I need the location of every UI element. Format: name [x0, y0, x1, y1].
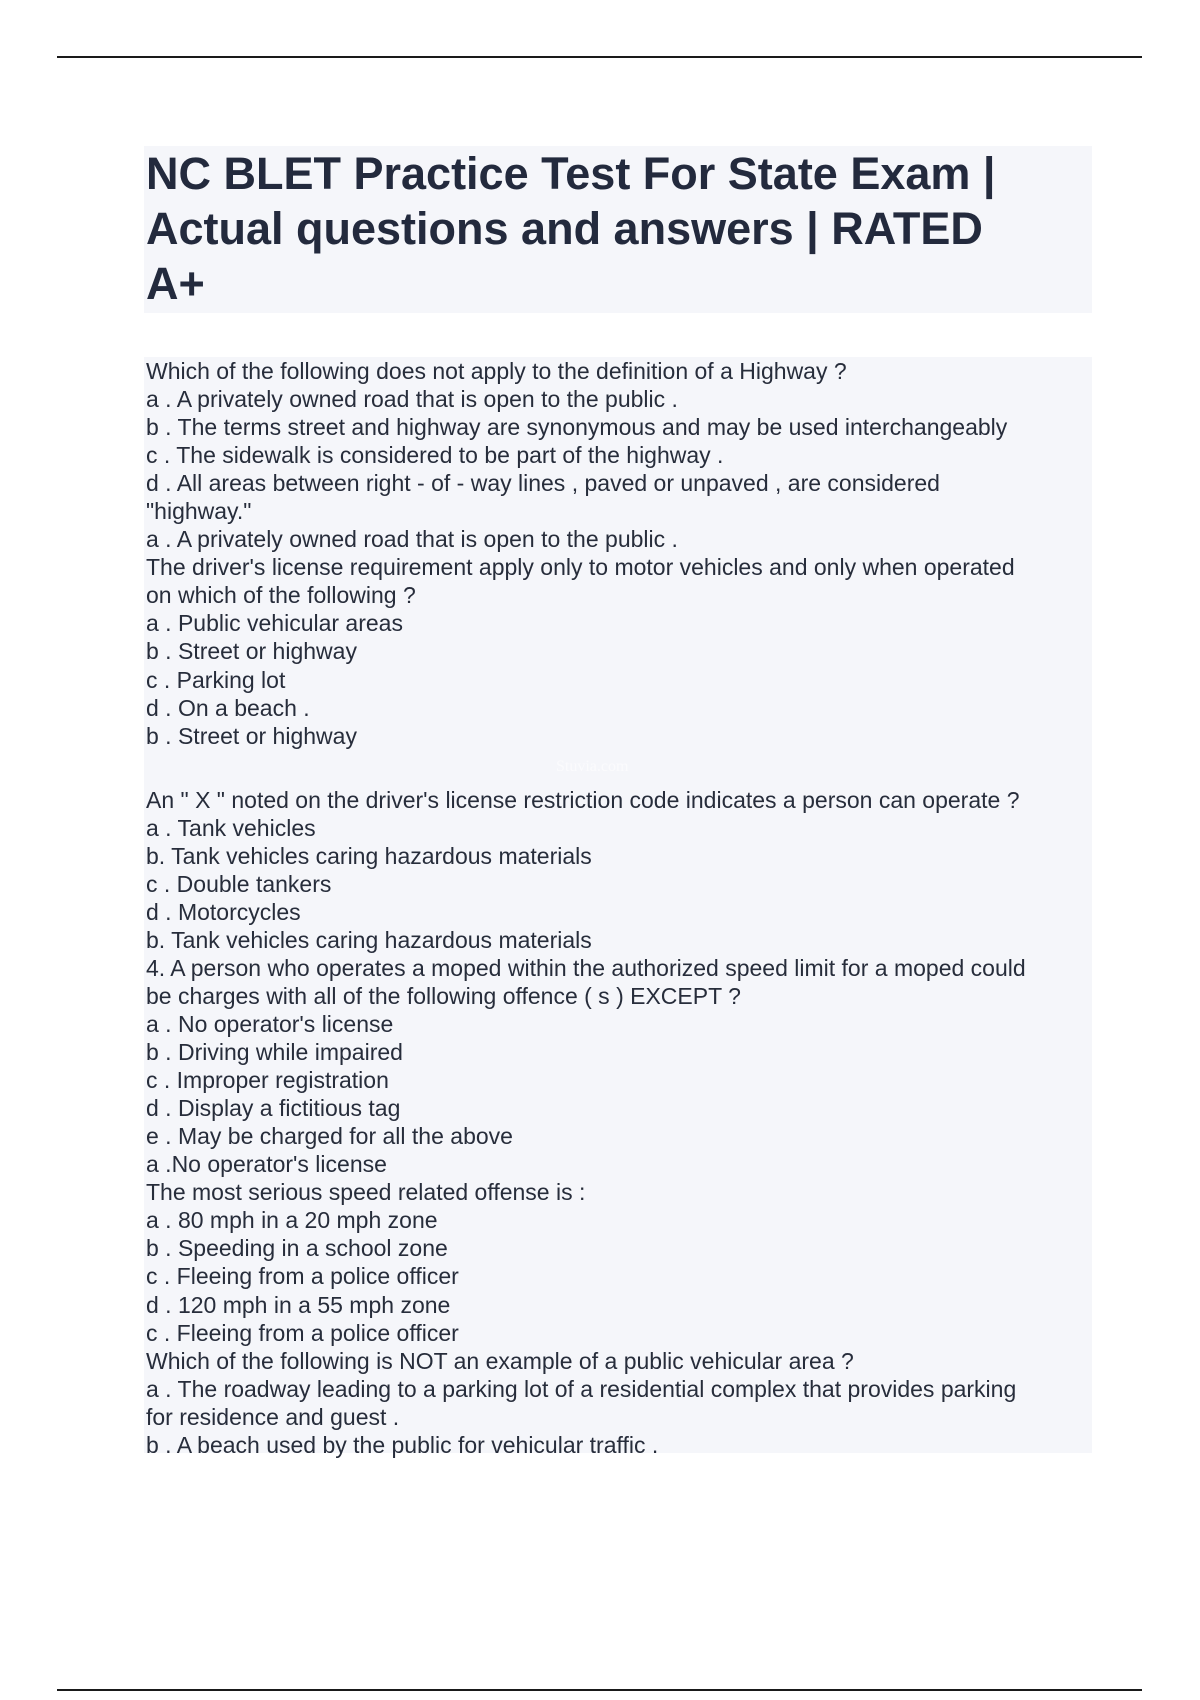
text-line: on which of the following ?	[146, 582, 416, 609]
text-line: a . A privately owned road that is open to the public .	[146, 526, 678, 553]
text-line: d . All areas between right - of - way lines , paved or unpaved , are considered	[146, 470, 940, 497]
text-line: a . 80 mph in a 20 mph zone	[146, 1207, 438, 1234]
title-line: A+	[146, 258, 205, 309]
top-rule	[57, 56, 1142, 58]
text-line: c . Improper registration	[146, 1067, 389, 1094]
text-line: Which of the following is NOT an example of a public vehicular area ?	[146, 1347, 854, 1374]
text-line: c . Parking lot	[146, 666, 286, 693]
text-line: c . Fleeing from a police officer	[146, 1319, 459, 1346]
text-line: b. Tank vehicles caring hazardous materials	[146, 842, 592, 869]
text-line: The driver's license requirement apply only to motor vehicles and only when operated	[146, 554, 1015, 581]
section-1	[146, 357, 1092, 750]
content-block	[144, 357, 1092, 1458]
text-line: d . Display a fictitious tag	[146, 1095, 401, 1122]
text-line: c . The sidewalk is considered to be part of the highway .	[146, 442, 724, 469]
text-line: b . Street or highway	[146, 638, 357, 665]
text-line: The most serious speed related offense is :	[146, 1179, 586, 1206]
text-line: e . May be charged for all the above	[146, 1123, 513, 1150]
text-line: a .No operator's license	[146, 1151, 387, 1178]
watermark: Stuvia.com	[556, 758, 629, 775]
text-line: d . 120 mph in a 55 mph zone	[146, 1291, 451, 1318]
text-line: 4. A person who operates a moped within the authorized speed limit for a moped could	[146, 954, 1026, 981]
text-line: b . Speeding in a school zone	[146, 1235, 448, 1262]
text-line: b . Driving while impaired	[146, 1039, 403, 1066]
text-line: Which of the following does not apply to the definition of a Highway ?	[146, 358, 847, 384]
text-line: a . The roadway leading to a parking lot of a residential complex that provides parking	[146, 1375, 1017, 1402]
text-line: b . The terms street and highway are synonymous and may be used interchangeably	[146, 414, 1008, 441]
text-line: a . Tank vehicles	[146, 814, 316, 841]
text-line: be charges with all of the following offence ( s ) EXCEPT ?	[146, 982, 741, 1009]
text-line: b . A beach used by the public for vehicular traffic .	[146, 1431, 659, 1458]
text-line: c . Fleeing from a police officer	[146, 1263, 459, 1290]
text-line: for residence and guest .	[146, 1403, 400, 1430]
text-line: b. Tank vehicles caring hazardous materials	[146, 926, 592, 953]
title-block	[144, 146, 1092, 313]
text-line: c . Double tankers	[146, 870, 332, 897]
text-line: "highway."	[146, 498, 252, 525]
title-line: NC BLET Practice Test For State Exam |	[146, 148, 996, 199]
document-title	[146, 146, 1092, 311]
text-line: An " X " noted on the driver's license restriction code indicates a person can operate ?	[146, 786, 1020, 813]
title-line: Actual questions and answers | RATED	[146, 203, 983, 254]
text-line: a . No operator's license	[146, 1011, 394, 1038]
text-line: d . Motorcycles	[146, 898, 301, 925]
section-2	[146, 786, 1092, 1459]
text-line: d . On a beach .	[146, 694, 310, 721]
text-line: a . Public vehicular areas	[146, 610, 403, 637]
bottom-rule	[57, 1689, 1142, 1691]
text-line: b . Street or highway	[146, 722, 357, 749]
text-line: a . A privately owned road that is open to the public .	[146, 386, 678, 413]
